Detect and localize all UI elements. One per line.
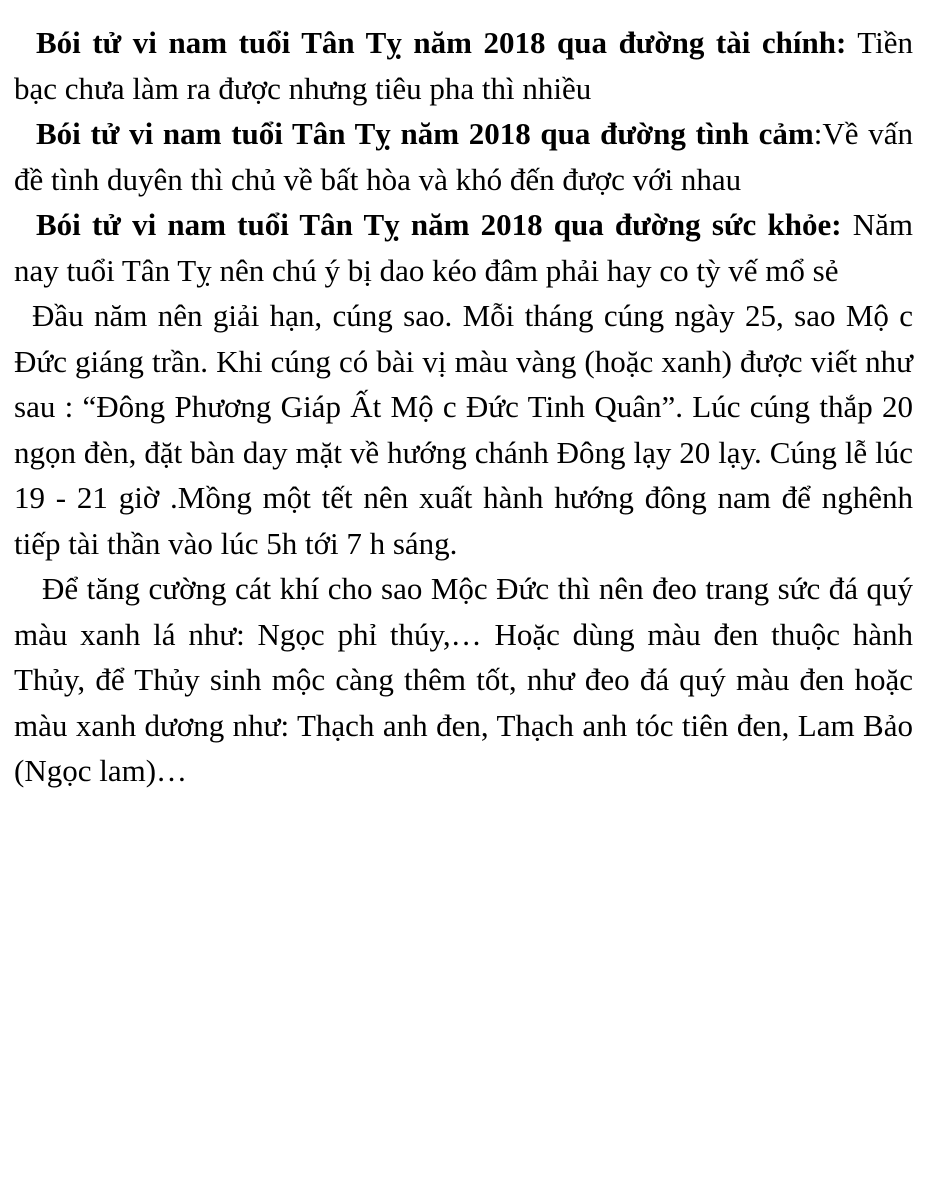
finance-body: Tiền bạc chưa làm ra được nhưng tiêu pha thì nhiều <box>14 25 913 106</box>
health-section <box>14 202 913 293</box>
love-heading-end: cảm <box>758 116 814 151</box>
finance-heading: Bói tử vi nam tuổi Tân Tỵ năm 2018 qua đường tài chính: <box>36 25 847 60</box>
love-heading: Bói tử vi nam tuổi Tân Tỵ năm 2018 qua đường tình <box>36 116 749 151</box>
worship-paragraph: Đầu năm nên giải hạn, cúng sao. Mỗi tháng cúng ngày 25, sao Mộ c Đức giáng trần. Khi cúng có bài vị màu vàng (hoặc xanh) được viết như sau : “Đông Phương Giáp Ất Mộ c Đức Tinh Quân”. Lúc cúng thắp 20 ngọn đèn, đặt bàn day mặt về hướng chánh Đông lạy 20 lạy. Cúng lễ lúc 19 - 21 giờ .Mồng một tết nên xuất hành hướng đông nam để nghênh tiếp tài thần vào lúc 5h tới 7 h sáng. <box>14 298 913 561</box>
gems-paragraph: Để tăng cường cát khí cho sao Mộc Đức thì nên đeo trang sức đá quý màu xanh lá như: Ngọc phỉ thúy,… Hoặc dùng màu đen thuộc hành Thủy, để Thủy sinh mộc càng thêm tốt, như đeo đá quý màu đen hoặc màu xanh dương như: Thạch anh đen, Thạch anh tóc tiên đen, Lam Bảo (Ngọc lam)… <box>14 571 913 788</box>
finance-section <box>14 20 913 111</box>
health-body: Năm nay tuổi Tân Tỵ nên chú ý bị dao kéo đâm phải hay co tỳ vế mổ sẻ <box>14 207 913 288</box>
health-heading: Bói tử vi nam tuổi Tân Tỵ năm 2018 qua đường sức khỏe: <box>36 207 842 242</box>
love-body: :Về vấn đề tình duyên thì chủ về bất hòa và khó đến được với nhau <box>14 116 913 197</box>
love-section <box>14 111 913 202</box>
